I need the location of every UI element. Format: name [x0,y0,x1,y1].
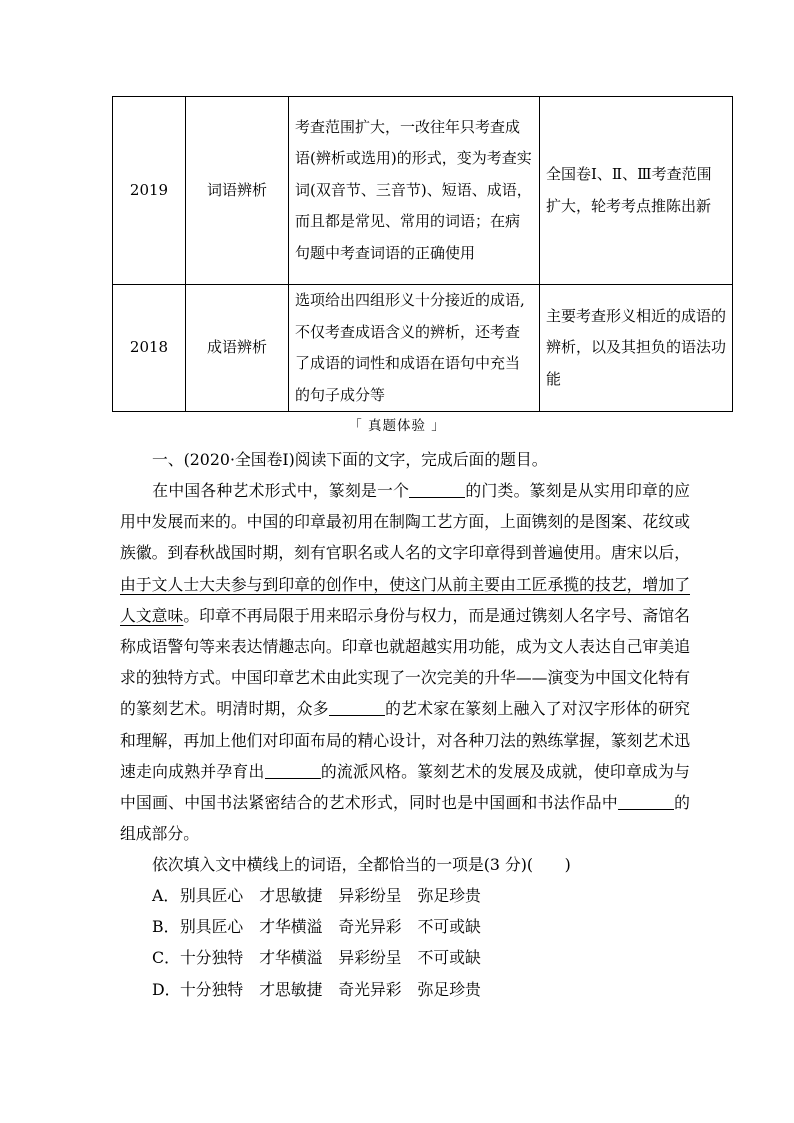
passage-text: 的组成部分。 [120,793,690,844]
description-cell: 考查范围扩大，一改往年只考查成语(辨析或选用)的形式，变为考查实词(双音节、三音节)、短语、成语，而且都是常见、常用的词语；在病句题中考查词语的正确使用 [289,97,540,285]
option-label: D． [152,979,181,999]
passage-text: 的门类。篆刻是从实用印章的应用中发展而来的。中国的印章最初用在制陶工艺方面，上面镌刻的是图案、花纹或族徽。到春秋战国时期，刻有官职名或人名的文字印章得到普遍使用。唐宋以后， [120,481,690,563]
description-cell: 选项给出四组形义十分接近的成语,不仅考查成语含义的辨析，还考查了成语的词性和成语在语句中充当的句子成分等 [289,285,540,412]
option-word: 奇光异彩 [338,917,402,937]
answer-options [152,880,692,1005]
option-word: 弥足珍贵 [417,979,481,999]
option-label: B． [152,917,180,937]
table-row [113,285,733,412]
underlined-sentence: 由于文人士大夫参与到印章的创作中，使这门从前主要由工匠承揽的技艺，增加了人文意味 [120,574,690,625]
passage-text: 。印章不再局限于用来昭示身份与权力，而是通过镌刻人名字号、斋馆名称成语警句等来表达情趣志向。印章也就超越实用功能，成为文人表达自己审美追求的独特方式。中国印章艺术由此实现了一次完美的升华——演变为中国文化特有的篆刻艺术。明清时期，众多 [120,605,690,719]
option-word: 异彩纷呈 [338,886,402,905]
option-b[interactable] [152,911,692,942]
answer-blank [329,697,385,716]
option-word: 才思敏捷 [259,886,323,905]
passage-text: 的艺术家在篆刻上融入了对汉字形体的研究和理解，再加上他们对印面布局的精心设计，对各种刀法的熟练掌握，篆刻艺术迅速走向成熟并孕育出 [120,699,690,781]
type-cell: 词语辨析 [186,97,289,285]
answer-blank [265,760,321,779]
reading-passage [120,475,690,849]
type-cell: 成语辨析 [186,285,289,412]
option-c[interactable] [152,942,692,973]
table-row [113,97,733,285]
option-word: 十分独特 [180,948,244,968]
answer-blank [409,479,465,498]
question-heading: 一、(2020·全国卷Ⅰ)阅读下面的文字，完成后面的题目。 [152,450,548,469]
option-word: 不可或缺 [417,917,481,937]
option-word: 奇光异彩 [338,979,402,999]
option-word: 不可或缺 [417,948,481,968]
answer-blank [618,791,674,810]
option-word: 别具匠心 [180,917,244,937]
option-d[interactable] [152,974,692,1005]
option-word: 别具匠心 [180,886,244,905]
passage-text: 的流派风格。篆刻艺术的发展及成就，使印章成为与中国画、中国书法紧密结合的艺术形式，同时也是中国画和书法作品中 [120,761,690,813]
year-cell: 2018 [113,285,186,412]
option-word: 弥足珍贵 [417,886,481,905]
trend-cell: 全国卷Ⅰ、Ⅱ、Ⅲ考查范围扩大，轮考考点推陈出新 [540,97,733,285]
option-word: 异彩纷呈 [338,948,402,968]
passage-text: 在中国各种艺术形式中，篆刻是一个 [152,481,410,500]
year-cell: 2019 [113,97,186,285]
question-stem: 依次填入文中横线上的词语，全都恰当的一项是(3 分)( ) [152,855,571,874]
trend-cell: 主要考查形义相近的成语的辨析，以及其担负的语法功能 [540,285,733,412]
option-label: A． [152,886,180,905]
option-word: 才华横溢 [259,948,323,968]
option-word: 才华横溢 [259,917,323,937]
option-label: C． [152,948,180,968]
option-word: 才思敏捷 [259,979,323,999]
option-word: 十分独特 [180,979,244,999]
exam-analysis-table [112,96,733,412]
section-title: 「 真题体验 」 [348,418,446,434]
option-a[interactable] [152,880,692,911]
